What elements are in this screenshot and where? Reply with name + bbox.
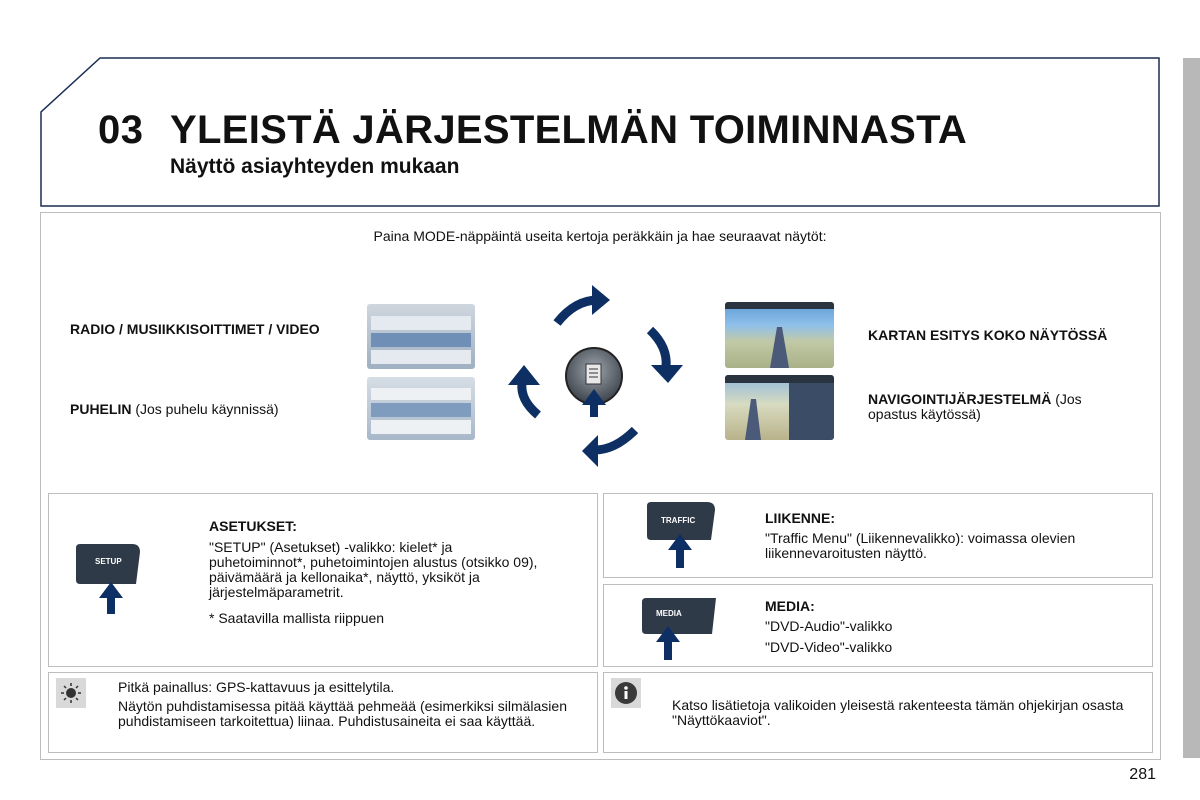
arrow-bottom: [582, 435, 598, 467]
page-number: 281: [1129, 766, 1156, 783]
arrow-top: [592, 285, 610, 315]
chapter-side-tab: [1183, 58, 1200, 758]
info-text: Katso lisätietoja valikoiden yleisestä rakenteesta tämän ohjekirjan osasta "Näyttökaaviot".: [672, 697, 1124, 728]
phone-screen-image: [367, 377, 475, 440]
traffic-button-icon: [645, 500, 717, 572]
intro-text: Paina MODE-näppäintä useita kertoja peräkkäin ja hae seuraavat näytöt:: [373, 228, 827, 244]
phone-mode-title: PUHELIN: [70, 401, 132, 417]
phone-mode-note: (Jos puhelu käynnissä): [131, 401, 279, 417]
radio-screen-image: [367, 304, 475, 369]
nav-mode-title: NAVIGOINTIJÄRJESTELMÄ: [868, 391, 1052, 407]
chapter-number: 03: [98, 108, 144, 152]
media-line-1: "DVD-Audio"-valikko: [765, 618, 893, 634]
map-mode-label: KARTAN ESITYS KOKO NÄYTÖSSÄ: [868, 327, 1108, 343]
media-heading: MEDIA:: [765, 598, 815, 614]
radio-mode-label: RADIO / MUSIIKKISOITTIMET / VIDEO: [70, 321, 320, 337]
traffic-heading: LIIKENNE:: [765, 510, 835, 526]
map-fullscreen-image: [725, 302, 834, 368]
page-subtitle: Näyttö asiayhteyden mukaan: [170, 155, 460, 178]
nav-mode-note: (Jos opastus käytössä): [868, 391, 1082, 422]
setup-note: * Saatavilla mallista riippuen: [209, 610, 385, 626]
setup-heading: ASETUKSET:: [209, 518, 297, 534]
media-button-label: MEDIA: [656, 609, 682, 618]
arrow-left: [508, 365, 540, 385]
nav-mode-label: [868, 392, 1133, 422]
setup-button-icon: [72, 540, 144, 616]
traffic-button-label: TRAFFIC: [661, 516, 696, 525]
phone-mode-label: [70, 402, 330, 417]
media-button-icon: [640, 596, 720, 662]
tip-line-1: Pitkä painallus: GPS-kattavuus ja esittelytila.: [118, 679, 395, 695]
tip-line-2: Näytön puhdistamisessa pitää käyttää pehmeää (esimerkiksi silmälasien puhdistamiseen tarkoitettua) liinaa. Puhdistusaineita ei saa käyttää.: [118, 698, 567, 729]
mode-cycle-diagram: [490, 275, 700, 470]
light-icon: [56, 678, 86, 708]
setup-button-label: SETUP: [95, 557, 122, 566]
page-title: YLEISTÄ JÄRJESTELMÄN TOIMINNASTA: [170, 108, 968, 152]
info-icon: [611, 678, 641, 708]
traffic-text: "Traffic Menu" (Liikennevalikko): voimassa olevien liikennevaroitusten näyttö.: [765, 530, 1076, 561]
navigation-screen-image: [725, 375, 834, 440]
media-line-2: "DVD-Video"-valikko: [765, 639, 893, 655]
arrow-right: [651, 365, 683, 383]
setup-text: "SETUP" (Asetukset) -valikko: kielet* ja puhetoiminnot*, puhetoimintojen alustus (otsikko 09), päivämäärä ja kellonaika*, näyttö, yksiköt ja järjestelmäparametrit.: [209, 539, 538, 600]
